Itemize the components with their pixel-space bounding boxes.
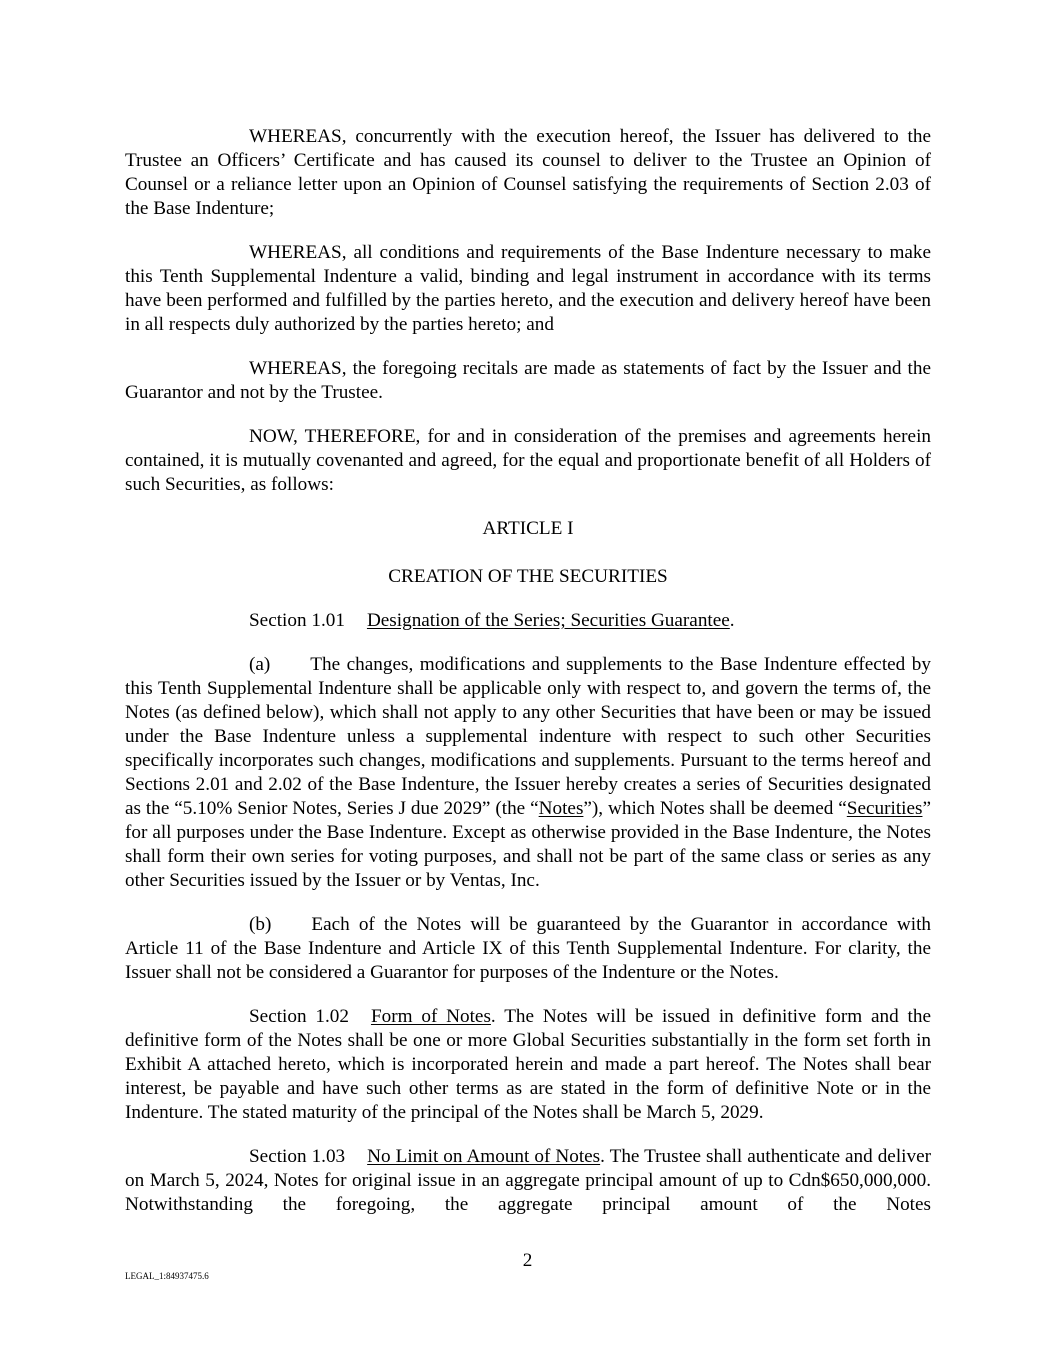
page-number: 2 bbox=[522, 1250, 533, 1271]
article-number: ARTICLE I bbox=[482, 518, 574, 539]
article-title: CREATION OF THE SECURITIES bbox=[388, 566, 668, 587]
section-1-03-title: No Limit on Amount of Notes bbox=[367, 1146, 601, 1167]
section-1-01-heading bbox=[125, 609, 931, 633]
paragraph-a-text-2: ”), which Notes shall be deemed “ bbox=[583, 798, 847, 819]
document-page bbox=[125, 125, 931, 1217]
paragraph-b-label: (b) bbox=[249, 914, 272, 935]
section-1-02-text: . The Notes will be issued in definitive form and the definitive form of the Notes shall be one or more Global Securities substantially in the form set forth in Exhibit A attached hereto, which is incorporated herein and made a part hereof. The Notes shall bear interest, be payable and have such other terms as are stated in the form of definitive Note or in the Indenture. The stated maturity of the principal of the Notes shall be March 5, 2029. bbox=[125, 1006, 931, 1123]
section-1-03-label: Section 1.03 bbox=[249, 1146, 346, 1167]
section-1-03 bbox=[125, 1145, 931, 1217]
paragraph-a bbox=[125, 653, 931, 893]
recital-paragraph-1: WHEREAS, concurrently with the execution hereof, the Issuer has delivered to the Trustee an Officers’ Certificate and has caused its counsel to deliver to the Trustee an Opinion of Counsel or a reliance letter upon an Opinion of Counsel satisfying the requirements of Section 2.03 of the Base Indenture; bbox=[125, 126, 931, 219]
paragraph-b bbox=[125, 913, 931, 985]
section-1-01-label: Section 1.01 bbox=[249, 610, 345, 631]
section-1-02 bbox=[125, 1005, 931, 1125]
paragraph-a-text-3: ” for all purposes under the Base Indenture. Except as otherwise provided in the Base Indenture, the Notes shall form their own series for voting purposes, and shall not be part of the same class or series as any other Securities issued by the Issuer or by Ventas, Inc. bbox=[125, 798, 931, 891]
recital-paragraph-3: WHEREAS, the foregoing recitals are made as statements of fact by the Issuer and the Guarantor and not by the Trustee. bbox=[125, 358, 931, 403]
paragraph-a-text-1: The changes, modifications and supplements to the Base Indenture effected by this Tenth Supplemental Indenture shall be applicable only with respect to, and govern the terms of, the Notes (as defined below), which shall not apply to any other Securities that have been or may be issued under the Base Indenture unless a supplemental indenture with respect to such other Securities specifically incorporates such changes, modifications and supplements. Pursuant to the terms hereof and Sections 2.01 and 2.02 of the Base Indenture, the Issuer hereby creates a series of Securities designated as the “5.10% Senior Notes, Series J due 2029” (the “ bbox=[125, 654, 931, 819]
section-1-01-period: . bbox=[729, 610, 735, 631]
section-1-02-title: Form of Notes bbox=[370, 1006, 491, 1027]
section-1-02-label: Section 1.02 bbox=[249, 1006, 349, 1027]
recital-paragraph-2: WHEREAS, all conditions and requirements of the Base Indenture necessary to make this Tenth Supplemental Indenture a valid, binding and legal instrument in accordance with its terms have been performed and fulfilled by the parties hereto, and the execution and delivery hereof have been in all respects duly authorized by the parties hereto; and bbox=[125, 242, 931, 335]
paragraph-a-label: (a) bbox=[249, 654, 271, 675]
now-therefore-paragraph: NOW, THEREFORE, for and in consideration of the premises and agreements herein contained, it is mutually covenanted and agreed, for the equal and proportionate benefit of all Holders of such Securities, as follows: bbox=[125, 426, 931, 495]
defined-term-notes: Notes bbox=[538, 798, 584, 819]
section-1-01-title: Designation of the Series; Securities Guarantee bbox=[366, 610, 730, 631]
section-1-03-text: . The Trustee shall authenticate and deliver on March 5, 2024, Notes for original issue in an aggregate principal amount of up to Cdn$650,000,000. Notwithstanding the foregoing, the aggregate principal amount of the Notes bbox=[125, 1146, 931, 1215]
document-id: LEGAL_1:84937475.6 bbox=[125, 1271, 209, 1281]
paragraph-b-text: Each of the Notes will be guaranteed by the Guarantor in accordance with Article 11 of the Base Indenture and Article IX of this Tenth Supplemental Indenture. For clarity, the Issuer shall not be considered a Guarantor for purposes of the Indenture or the Notes. bbox=[125, 914, 931, 983]
defined-term-securities: Securities bbox=[846, 798, 923, 819]
